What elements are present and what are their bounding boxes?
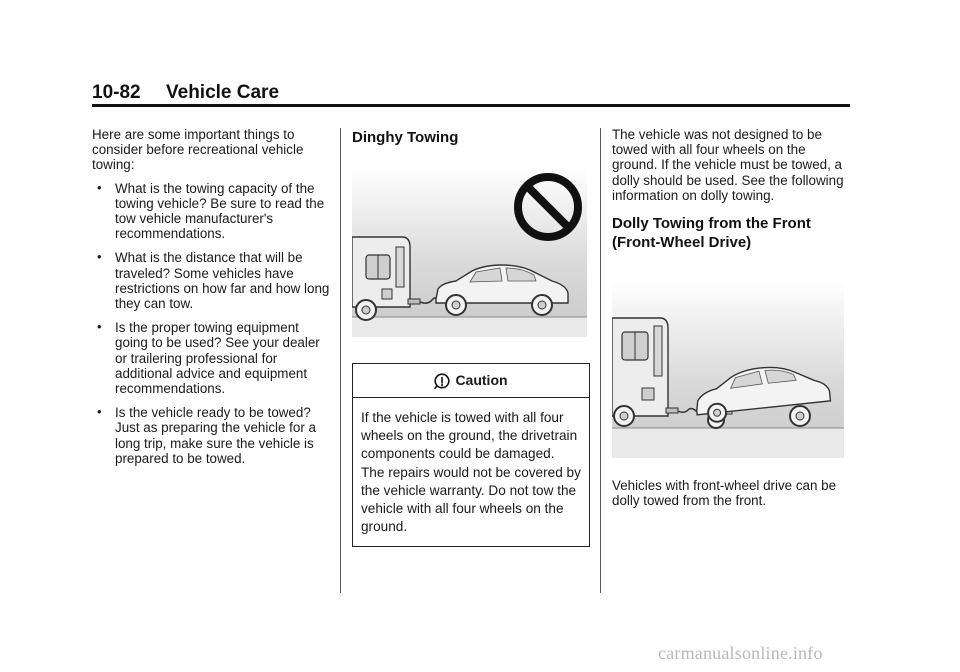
column-1 — [92, 127, 332, 475]
page-header — [92, 82, 279, 104]
intro-paragraph: Here are some important things to consider before recreational vehicle towing: — [92, 127, 304, 173]
caution-title: Caution — [455, 371, 508, 388]
heading-line: (Front-Wheel Drive) — [612, 234, 752, 252]
column-3 — [612, 127, 852, 508]
page-number: 10-82 — [92, 82, 141, 103]
consideration-list — [92, 181, 332, 466]
caution-body: If the vehicle is towed with all four wheels on the ground, the drivetrain components could be damaged. The repairs would not be covered by the vehicle warranty. Do not tow the vehicle with all four wheels on the ground. — [361, 410, 581, 535]
watermark: carmanualsonline.info — [658, 643, 823, 663]
bullet-icon: • — [97, 179, 102, 195]
dinghy-towing-heading: Dinghy Towing — [352, 129, 459, 146]
list-item-text: Is the proper towing equipment going to be used? See your dealer or trailering professional for additional advice and equipment recommendations. — [115, 320, 320, 397]
list-item — [92, 250, 332, 311]
bullet-icon: • — [97, 404, 102, 420]
list-item — [92, 405, 332, 466]
list-item — [92, 320, 332, 396]
column-divider-1 — [340, 128, 341, 593]
dinghy-towing-illustration — [352, 167, 587, 337]
caution-icon — [434, 373, 450, 389]
column-2 — [352, 128, 592, 547]
header-rule — [92, 104, 850, 107]
dolly-towing-heading — [612, 214, 852, 252]
caution-box — [352, 363, 590, 547]
caution-header — [353, 364, 589, 398]
section-title: Vehicle Care — [166, 82, 280, 103]
dolly-towing-illustration — [612, 280, 844, 458]
column-divider-2 — [600, 128, 601, 593]
list-item — [92, 181, 332, 242]
bullet-icon: • — [97, 249, 102, 265]
list-item-text: What is the towing capacity of the towing vehicle? Be sure to read the tow vehicle manufacturer's recommendations. — [115, 180, 325, 242]
bullet-icon: • — [97, 319, 102, 335]
heading-line: Dolly Towing from the Front — [612, 215, 811, 233]
intro-paragraph: The vehicle was not designed to be towed with all four wheels on the ground. If the vehicle must be towed, a dolly should be used. See the following information on dolly towing. — [612, 127, 844, 203]
front-wheel-drive-note: Vehicles with front-wheel drive can be dolly towed from the front. — [612, 478, 837, 509]
list-item-text: Is the vehicle ready to be towed? Just as preparing the vehicle for a long trip, make sure the vehicle is prepared to be towed. — [115, 405, 316, 466]
list-item-text: What is the distance that will be traveled? Some vehicles have restrictions on how far and how long they can tow. — [115, 250, 330, 312]
